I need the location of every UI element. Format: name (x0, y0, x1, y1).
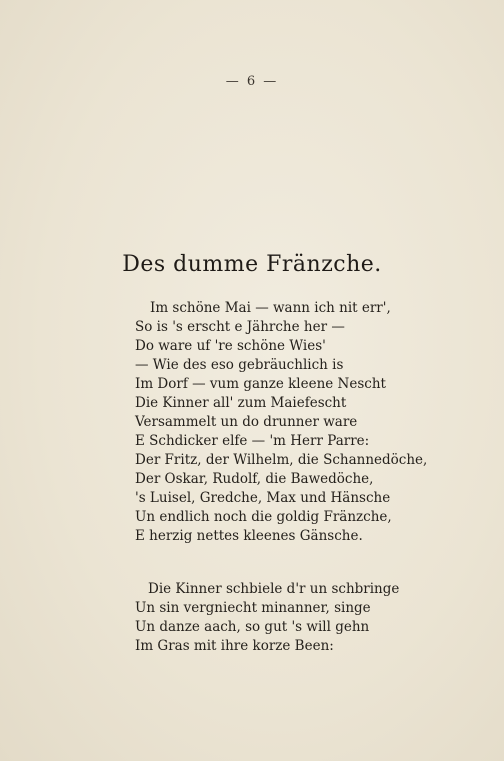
page-number: — 6 — (225, 74, 279, 89)
poem-title: Des dumme Fränzche. (122, 252, 382, 277)
poem-line: Der Oskar, Rudolf, die Bawedöche, (135, 471, 374, 487)
poem-line: E Schdicker elfe — 'm Herr Parre: (135, 433, 370, 449)
poem-line: Un danze aach, so gut 's will gehn (135, 619, 370, 635)
poem-line: Im Dorf — vum ganze kleene Nescht (135, 376, 386, 392)
poem-line: Die Kinner schbiele d'r un schbringe (148, 581, 400, 597)
poem-line: E herzig nettes kleenes Gänsche. (135, 528, 363, 544)
poem-line: Un sin vergniecht minanner, singe (135, 600, 371, 616)
poem-line: Do ware uf 're schöne Wies' (135, 338, 326, 354)
poem-line: So is 's erscht e Jährche her — (135, 319, 345, 335)
poem-line: Im schöne Mai — wann ich nit err', (150, 300, 391, 316)
poem-line: — Wie des eso gebräuchlich is (135, 357, 344, 373)
poem-line: Der Fritz, der Wilhelm, die Schannedöche, (135, 452, 428, 468)
poem-line: 's Luisel, Gredche, Max und Hänsche (135, 490, 391, 506)
poem-line: Versammelt un do drunner ware (135, 414, 358, 430)
poem-line: Im Gras mit ihre korze Been: (135, 638, 334, 654)
poem-line: Die Kinner all' zum Maiefescht (135, 395, 347, 411)
poem-line: Un endlich noch die goldig Fränzche, (135, 509, 392, 525)
